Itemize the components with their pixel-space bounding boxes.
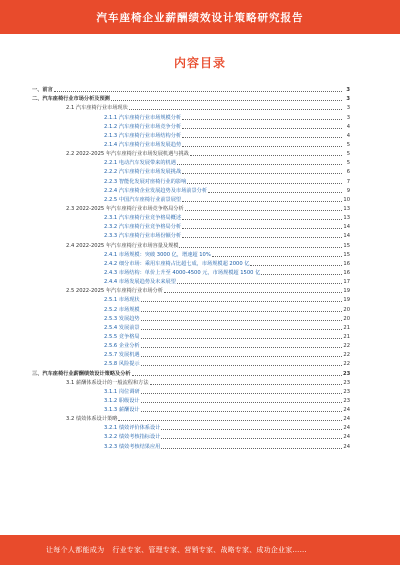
toc-entry-page: 5 xyxy=(346,141,350,148)
toc-leader-dots xyxy=(212,255,342,257)
toc-entry[interactable] xyxy=(22,130,350,139)
toc-entry[interactable] xyxy=(22,175,350,184)
toc-entry[interactable] xyxy=(22,358,350,367)
toc-entry-title: 3.2.3 绩效考核结果应用 xyxy=(104,443,161,450)
toc-entry-title: 3.1 薪酬体系设计的一般流程和方法 xyxy=(66,379,149,386)
toc-entry-title: 2.5.5 竞争格局 xyxy=(104,333,140,340)
toc-entry[interactable] xyxy=(22,185,350,194)
toc-entry-page: 4 xyxy=(346,123,350,130)
toc-leader-dots xyxy=(182,145,342,147)
toc-entry[interactable] xyxy=(22,84,350,93)
toc-leader-dots xyxy=(164,291,342,293)
toc-leader-dots xyxy=(182,218,342,220)
toc-entry-title: 2.3.3 汽车座椅行业市场份额分析 xyxy=(104,233,182,240)
toc-entry-title: 2.5.1 市场现状 xyxy=(104,297,140,304)
toc-leader-dots xyxy=(208,191,342,193)
toc-leader-dots xyxy=(161,437,342,439)
toc-entry-page: 3 xyxy=(346,96,350,103)
toc-entry-title: 2.2 2022-2025 年汽车座椅行业市场发展机遇与挑战 xyxy=(66,151,189,158)
toc-entry-page: 21 xyxy=(343,324,350,331)
toc-entry[interactable] xyxy=(22,386,350,395)
toc-entry-page: 23 xyxy=(343,379,350,386)
toc-entry-title: 2.5 2022-2025 年汽车座椅行业市场分析 xyxy=(66,288,163,295)
footer-slogan: 让每个人都能成为 xyxy=(46,546,105,554)
toc-entry-title: 2.1.1 汽车座椅行业市场规模分析 xyxy=(104,114,182,121)
toc-entry-page: 15 xyxy=(343,242,350,249)
toc-leader-dots xyxy=(141,319,342,321)
toc-leader-dots xyxy=(54,90,342,92)
toc-leader-dots xyxy=(141,355,342,357)
toc-entry-page: 22 xyxy=(343,343,350,350)
toc-entry-page: 6 xyxy=(346,169,350,176)
toc-leader-dots xyxy=(261,273,342,275)
toc-entry-page: 14 xyxy=(343,233,350,240)
page-footer xyxy=(0,535,400,565)
toc-entry-title: 3.2.1 绩效评价体系设计 xyxy=(104,425,161,432)
toc-entry-page: 23 xyxy=(343,397,350,404)
toc-entry-page: 17 xyxy=(343,279,350,286)
toc-entry-page: 22 xyxy=(343,361,350,368)
toc-entry-page: 3 xyxy=(346,105,350,112)
toc-entry[interactable] xyxy=(22,166,350,175)
toc-entry[interactable] xyxy=(22,377,350,386)
toc-entry[interactable] xyxy=(22,285,350,294)
toc-entry-title: 3.1.3 薪酬设计 xyxy=(104,407,140,414)
toc-entry[interactable] xyxy=(22,422,350,431)
toc-leader-dots xyxy=(141,392,342,394)
toc-entry-title: 2.2.2 汽车座椅行业市场发展挑战 xyxy=(104,169,182,176)
toc-entry-page: 7 xyxy=(346,178,350,185)
toc-entry-title: 2.5.6 企业分析 xyxy=(104,343,140,350)
toc-entry-page: 4 xyxy=(346,132,350,139)
toc-leader-dots xyxy=(182,127,342,129)
toc-entry-page: 20 xyxy=(343,315,350,322)
toc-entry-title: 2.5.2 市场规模 xyxy=(104,306,140,313)
toc-leader-dots xyxy=(141,310,342,312)
toc-entry-page: 3 xyxy=(346,87,350,94)
toc-entry-page: 16 xyxy=(343,269,350,276)
toc-leader-dots xyxy=(141,300,342,302)
page-header xyxy=(0,0,400,34)
toc-leader-dots xyxy=(190,154,342,156)
toc-leader-dots xyxy=(141,337,342,339)
toc-entry[interactable] xyxy=(22,440,350,449)
toc-entry-title: 2.3.2 汽车座椅行业竞争格局分析 xyxy=(104,224,182,231)
toc-entry-title: 3.1.1 岗位调研 xyxy=(104,388,140,395)
toc-leader-dots xyxy=(118,419,342,421)
toc-entry[interactable] xyxy=(22,303,350,312)
toc-entry[interactable] xyxy=(22,239,350,248)
toc-entry[interactable] xyxy=(22,148,350,157)
toc-entry-title: 一、前言 xyxy=(32,87,53,94)
report-title: 汽车座椅企业薪酬绩效设计策略研究报告 xyxy=(96,11,304,24)
toc-entry-page: 24 xyxy=(343,425,350,432)
toc-entry-title: 三、汽车座椅行业薪酬绩效设计策略及分析 xyxy=(32,370,131,377)
toc-entry-title: 2.1 汽车座椅行业市场现状 xyxy=(66,105,128,112)
toc-entry[interactable] xyxy=(22,194,350,203)
toc-entry-page: 20 xyxy=(343,306,350,313)
toc-entry-page: 14 xyxy=(343,224,350,231)
toc-entry[interactable] xyxy=(22,413,350,422)
toc-entry[interactable] xyxy=(22,267,350,276)
toc-leader-dots xyxy=(250,264,342,266)
toc-entry-title: 二、汽车座椅行业市场分析及预测 xyxy=(32,96,110,103)
toc-entry[interactable] xyxy=(22,230,350,239)
toc-entry[interactable] xyxy=(22,367,350,376)
toc-entry-title: 2.3.1 汽车座椅行业竞争格局概述 xyxy=(104,215,182,222)
toc-entry[interactable] xyxy=(22,157,350,166)
toc-entry-page: 24 xyxy=(343,407,350,414)
toc-entry-page: 23 xyxy=(343,388,350,395)
toc-entry[interactable] xyxy=(22,313,350,322)
toc-entry-title: 2.2.3 智能化发展对座椅行业的影响 xyxy=(104,178,187,185)
toc-entry[interactable] xyxy=(22,139,350,148)
toc-entry-title: 2.5.4 发展前景 xyxy=(104,324,140,331)
toc-entry-page: 19 xyxy=(343,297,350,304)
toc-entry-title: 2.4.1 市场规模：突破 3000 亿，增速超 10% xyxy=(104,251,211,258)
toc-entry-page: 21 xyxy=(343,333,350,340)
toc-entry-page: 10 xyxy=(343,196,350,203)
toc-entry-title: 2.2.5 中国汽车座椅行业前景展望 xyxy=(104,196,182,203)
toc-entry-title: 3.2 绩效体系设计策略 xyxy=(66,416,118,423)
toc-entry-title: 2.4.3 市场结构：单价上升至 4000-4500 元，市场规模超 1500 亿 xyxy=(104,269,261,276)
toc-leader-dots xyxy=(177,163,342,165)
toc-entry-title: 2.5.7 发展机遇 xyxy=(104,352,140,359)
toc-entry-page: 13 xyxy=(343,215,350,222)
toc-entry-title: 2.4.4 市场发展趋势及未来展望 xyxy=(104,279,176,286)
toc-leader-dots xyxy=(150,383,342,385)
toc-leader-dots xyxy=(141,401,342,403)
toc-leader-dots xyxy=(141,328,342,330)
toc-entry[interactable] xyxy=(22,212,350,221)
toc-entry-title: 3.1.2 职级设计 xyxy=(104,397,140,404)
toc-entry[interactable] xyxy=(22,340,350,349)
toc-entry[interactable] xyxy=(22,276,350,285)
toc-entry-page: 15 xyxy=(343,251,350,258)
toc-leader-dots xyxy=(141,364,342,366)
toc-entry[interactable] xyxy=(22,331,350,340)
toc-entry[interactable] xyxy=(22,93,350,102)
toc-leader-dots xyxy=(129,108,342,110)
toc-entry-page: 16 xyxy=(343,260,350,267)
toc-leader-dots xyxy=(182,118,342,120)
toc-leader-dots xyxy=(141,346,342,348)
toc-entry-page: 13 xyxy=(343,205,350,212)
toc-entry-title: 2.2.1 电动汽车发展带来的机遇 xyxy=(104,160,176,167)
toc-entry-title: 2.2.4 汽车座椅企业发展趋势及市场前景分析 xyxy=(104,187,208,194)
toc-entry-title: 2.5.8 风险提示 xyxy=(104,361,140,368)
toc-leader-dots xyxy=(182,236,342,238)
toc-entry-page: 5 xyxy=(346,160,350,167)
toc-entry[interactable] xyxy=(22,349,350,358)
toc-leader-dots xyxy=(132,374,342,376)
toc-leader-dots xyxy=(182,227,342,229)
toc-entry-page: 5 xyxy=(346,151,350,158)
toc-entry-title: 2.1.4 汽车座椅行业市场发展趋势 xyxy=(104,141,182,148)
toc-entry-page: 19 xyxy=(343,288,350,295)
toc-leader-dots xyxy=(161,447,342,449)
table-of-contents xyxy=(22,84,350,450)
toc-entry-page: 24 xyxy=(343,434,350,441)
toc-entry[interactable] xyxy=(22,395,350,404)
toc-entry[interactable] xyxy=(22,258,350,267)
toc-leader-dots xyxy=(182,172,342,174)
toc-leader-dots xyxy=(177,282,342,284)
toc-entry-page: 9 xyxy=(346,187,350,194)
toc-entry-page: 24 xyxy=(343,416,350,423)
toc-heading: 内容目录 xyxy=(173,56,226,70)
toc-leader-dots xyxy=(182,200,342,202)
toc-entry-title: 2.4 2022-2025 年汽车座椅行业市场容量及规模 xyxy=(66,242,179,249)
toc-entry[interactable] xyxy=(22,404,350,413)
toc-entry-title: 2.3 2022-2025 年汽车座椅行业市场竞争格局分析 xyxy=(66,205,184,212)
toc-entry-page: 24 xyxy=(343,443,350,450)
toc-leader-dots xyxy=(179,246,342,248)
toc-entry[interactable] xyxy=(22,102,350,111)
toc-leader-dots xyxy=(141,410,342,412)
toc-entry-title: 2.1.3 汽车座椅行业市场结构分析 xyxy=(104,132,182,139)
toc-entry[interactable] xyxy=(22,431,350,440)
toc-entry[interactable] xyxy=(22,294,350,303)
toc-entry-title: 2.1.2 汽车座椅行业市场竞争分析 xyxy=(104,123,182,130)
toc-entry[interactable] xyxy=(22,249,350,258)
toc-entry-title: 2.5.3 发展趋势 xyxy=(104,315,140,322)
toc-entry[interactable] xyxy=(22,121,350,130)
toc-entry[interactable] xyxy=(22,322,350,331)
toc-entry-title: 3.2.2 绩效考核指标设计 xyxy=(104,434,161,441)
toc-entry[interactable] xyxy=(22,111,350,120)
toc-leader-dots xyxy=(111,99,342,101)
toc-leader-dots xyxy=(182,136,342,138)
toc-entry-title: 2.4.2 细分市场：乘用车座椅占比超七成，市场规模超 2000 亿 xyxy=(104,260,250,267)
toc-entry[interactable] xyxy=(22,203,350,212)
toc-entry-page: 23 xyxy=(343,370,351,377)
toc-leader-dots xyxy=(185,209,342,211)
footer-tagline: 行业专家、管理专家、营销专家、战略专家、成功企业家…… xyxy=(112,546,307,554)
toc-entry[interactable] xyxy=(22,221,350,230)
toc-leader-dots xyxy=(187,182,342,184)
toc-leader-dots xyxy=(161,428,342,430)
toc-entry-page: 22 xyxy=(343,352,350,359)
toc-entry-page: 3 xyxy=(346,114,350,121)
